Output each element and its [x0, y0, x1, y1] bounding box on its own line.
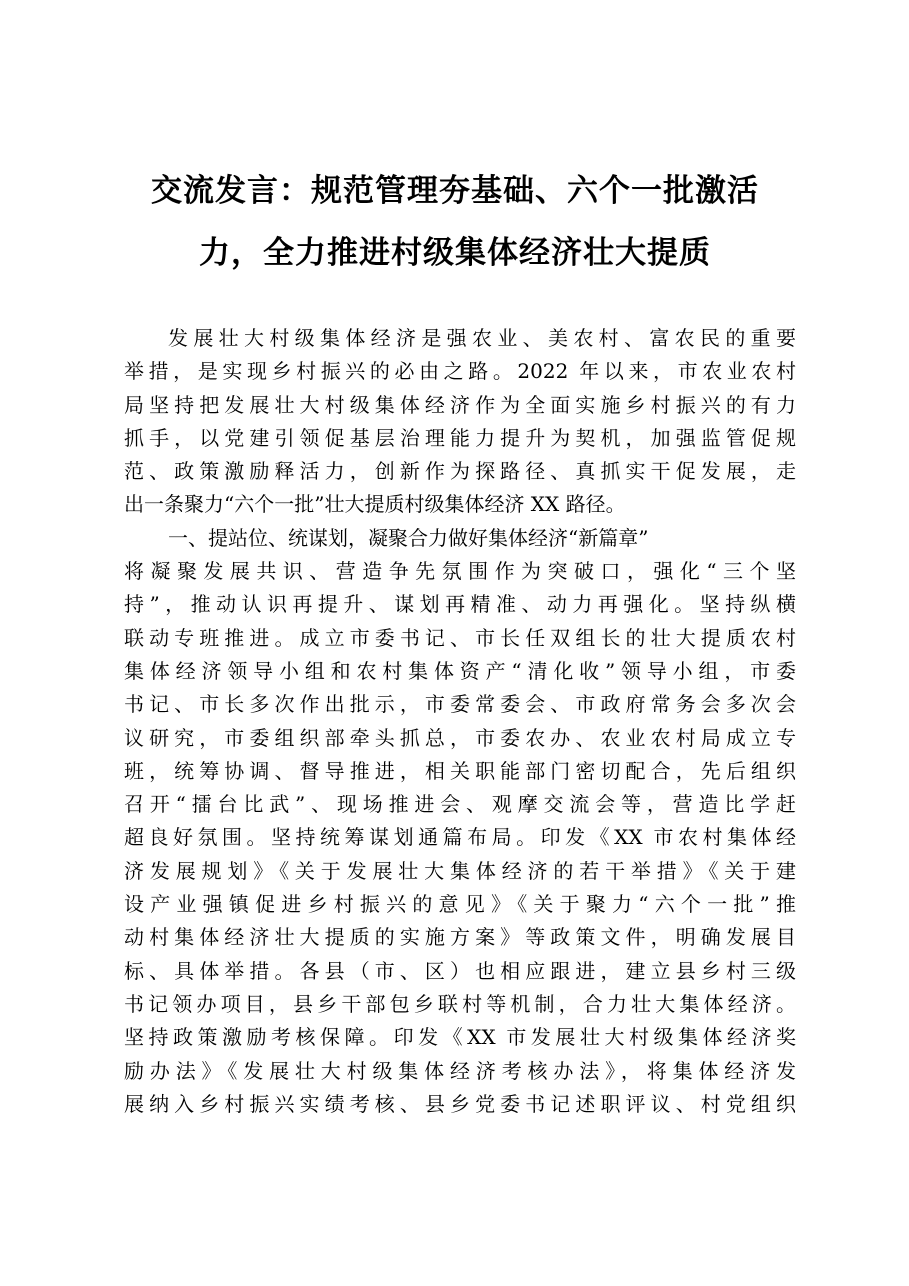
document-title — [120, 160, 790, 284]
title-line-2: 力，全力推进村级集体经济壮大提质 — [199, 235, 711, 271]
body-line: 励办法》《发展壮大村级集体经济考核办法》，将集体经济发 — [124, 1058, 796, 1083]
body-line: 设产业强镇促进乡村振兴的意见》《关于聚力“六个一批”推 — [124, 892, 796, 917]
body-line: 持”，推动认识再提升、谋划再精准、动力再强化。坚持纵横 — [124, 592, 796, 617]
body-line: 联动专班推进。成立市委书记、市长任双组长的壮大提质农村 — [124, 625, 796, 650]
body-line: 书记、市长多次作出批示，市委常委会、市政府常务会多次会 — [124, 692, 796, 717]
body-line: 出一条聚力“六个一批”壮大提质村级集体经济 XX 路径。 — [124, 492, 626, 517]
body-line: 举措，是实现乡村振兴的必由之路。2022 年以来，市农业农村 — [124, 359, 796, 384]
body-line: 展纳入乡村振兴实绩考核、县乡党委书记述职评议、村党组织 — [124, 1091, 796, 1116]
body-line: 议研究，市委组织部牵头抓总，市委农办、农业农村局成立专 — [124, 725, 796, 750]
body-line: 济发展规划》《关于发展壮大集体经济的若干举措》《关于建 — [124, 858, 796, 883]
body-line: 书记领办项目，县乡干部包乡联村等机制，合力壮大集体经济。 — [124, 991, 796, 1016]
body-line: 标、具体举措。各县（市、区）也相应跟进，建立县乡村三级 — [124, 958, 796, 983]
body-line: 范、政策激励释活力，创新作为探路径、真抓实干促发展，走 — [124, 459, 796, 484]
body-line: 召开“擂台比武”、现场推进会、观摩交流会等，营造比学赶 — [124, 792, 796, 817]
title-line-1: 交流发言：规范管理夯基础、六个一批激活 — [151, 173, 759, 209]
body-line: 抓手，以党建引领促基层治理能力提升为契机，加强监管促规 — [124, 425, 796, 450]
body-line: 将凝聚发展共识、营造争先氛围作为突破口，强化“三个坚 — [124, 559, 796, 584]
body-line: 坚持政策激励考核保障。印发《XX 市发展壮大村级集体经济奖 — [124, 1025, 796, 1050]
section-heading-1: 一、提站位、统谋划，凝聚合力做好集体经济“新篇章” — [168, 525, 649, 550]
body-line: 集体经济领导小组和农村集体资产“清化收”领导小组，市委 — [124, 658, 796, 683]
body-line: 发展壮大村级集体经济是强农业、美农村、富农民的重要 — [168, 326, 796, 350]
body-line: 局坚持把发展壮大村级集体经济作为全面实施乡村振兴的有力 — [124, 392, 796, 417]
body-line: 班，统筹协调、督导推进，相关职能部门密切配合，先后组织 — [124, 758, 796, 783]
body-line: 动村集体经济壮大提质的实施方案》等政策文件，明确发展目 — [124, 925, 796, 950]
document-body — [124, 322, 796, 1121]
body-line: 超良好氛围。坚持统筹谋划通篇布局。印发《XX 市农村集体经 — [124, 825, 796, 850]
